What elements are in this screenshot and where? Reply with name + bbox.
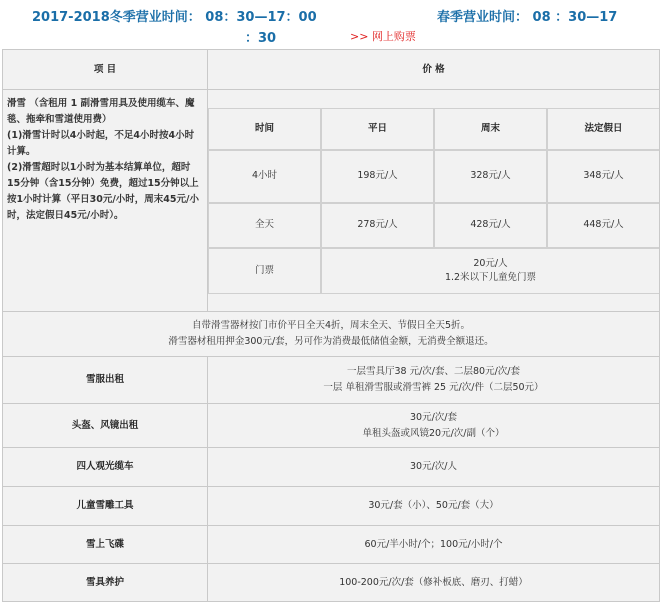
equipment-note-line: 滑雪器材租用押金300元/套，另可作为消费最低储值金额，无消费全额退还。 <box>168 336 494 347</box>
winter-hours: 2017-2018冬季营业时间： 08：30—17：00 <box>32 10 317 25</box>
row-4h-time: 4小时 <box>208 150 321 203</box>
subheader-weekend: 周末 <box>434 108 547 150</box>
service-name: 雪具养护 <box>3 564 208 602</box>
ticket-price-line: 20元/人 <box>473 257 508 269</box>
service-price: 30元/次/人 <box>208 448 660 487</box>
header-item: 项 目 <box>3 50 208 90</box>
subheader-time: 时间 <box>208 108 321 150</box>
row-4h-weekend: 328元/人 <box>434 150 547 203</box>
subheader-weekday: 平日 <box>321 108 434 150</box>
ski-price-subtable <box>208 108 660 294</box>
equipment-note <box>3 312 660 357</box>
ticket-child-line: 1.2米以下儿童免门票 <box>444 271 537 283</box>
service-price-line: 30元/次/套 <box>410 411 457 423</box>
ski-desc-line: 滑雪 （含租用 1 副滑雪用具及使用缆车、魔毯、拖牵和雪道使用费） <box>7 98 195 125</box>
service-price: 100-200元/次/套（修补板底、磨刃、打蜡） <box>208 564 660 602</box>
service-price-line: 一层 单租滑雪服或滑雪裤 25 元/次/件（二层50元） <box>323 382 544 393</box>
service-name: 儿童雪雕工具 <box>3 487 208 526</box>
spring-hours-end: ：30 <box>245 31 277 46</box>
service-name: 雪服出租 <box>3 357 208 404</box>
ski-price-grid <box>208 90 660 312</box>
row-4h-holiday: 348元/人 <box>547 150 660 203</box>
ticket-label: 门票 <box>208 248 321 294</box>
equipment-note-line: 自带滑雪器材按门市价平日全天4折，周末全天、节假日全天5折。 <box>191 320 471 331</box>
row-day-weekend: 428元/人 <box>434 203 547 248</box>
service-price: 60元/半小时/个；100元/小时/个 <box>208 526 660 564</box>
row-day-holiday: 448元/人 <box>547 203 660 248</box>
service-name: 雪上飞碟 <box>3 526 208 564</box>
service-price-line: 一层雪具厅38 元/次/套、二层80元/次/套 <box>347 366 520 377</box>
ski-desc-line: (1)滑雪计时以4小时起，不足4小时按4小时计算。 <box>7 130 195 157</box>
row-4h-weekday: 198元/人 <box>321 150 434 203</box>
header-price: 价 格 <box>208 50 660 90</box>
service-price <box>208 404 660 448</box>
service-name: 四人观光缆车 <box>3 448 208 487</box>
ticket-price <box>321 248 660 294</box>
row-day-weekday: 278元/人 <box>321 203 434 248</box>
subheader-holiday: 法定假日 <box>547 108 660 150</box>
service-name: 头盔、风镜出租 <box>3 404 208 448</box>
ski-desc-line: (2)滑雪超时以1小时为基本结算单位，超时15分钟（含15分钟）免费，超过15分钟以上按1小时计算（平日30元/小时，周末45元/小时，法定假日45元/小时）。 <box>7 162 199 221</box>
service-price <box>208 357 660 404</box>
spring-hours: 春季营业时间： 08 ：30—17 <box>437 10 618 25</box>
online-ticket-link[interactable]: >> 网上购票 <box>350 30 416 43</box>
price-table <box>2 49 660 602</box>
service-price: 30元/套（小）、50元/套（大） <box>208 487 660 526</box>
row-day-time: 全天 <box>208 203 321 248</box>
service-price-line: 单租头盔或风镜20元/次/副（个） <box>362 427 505 439</box>
ski-description <box>3 90 208 312</box>
